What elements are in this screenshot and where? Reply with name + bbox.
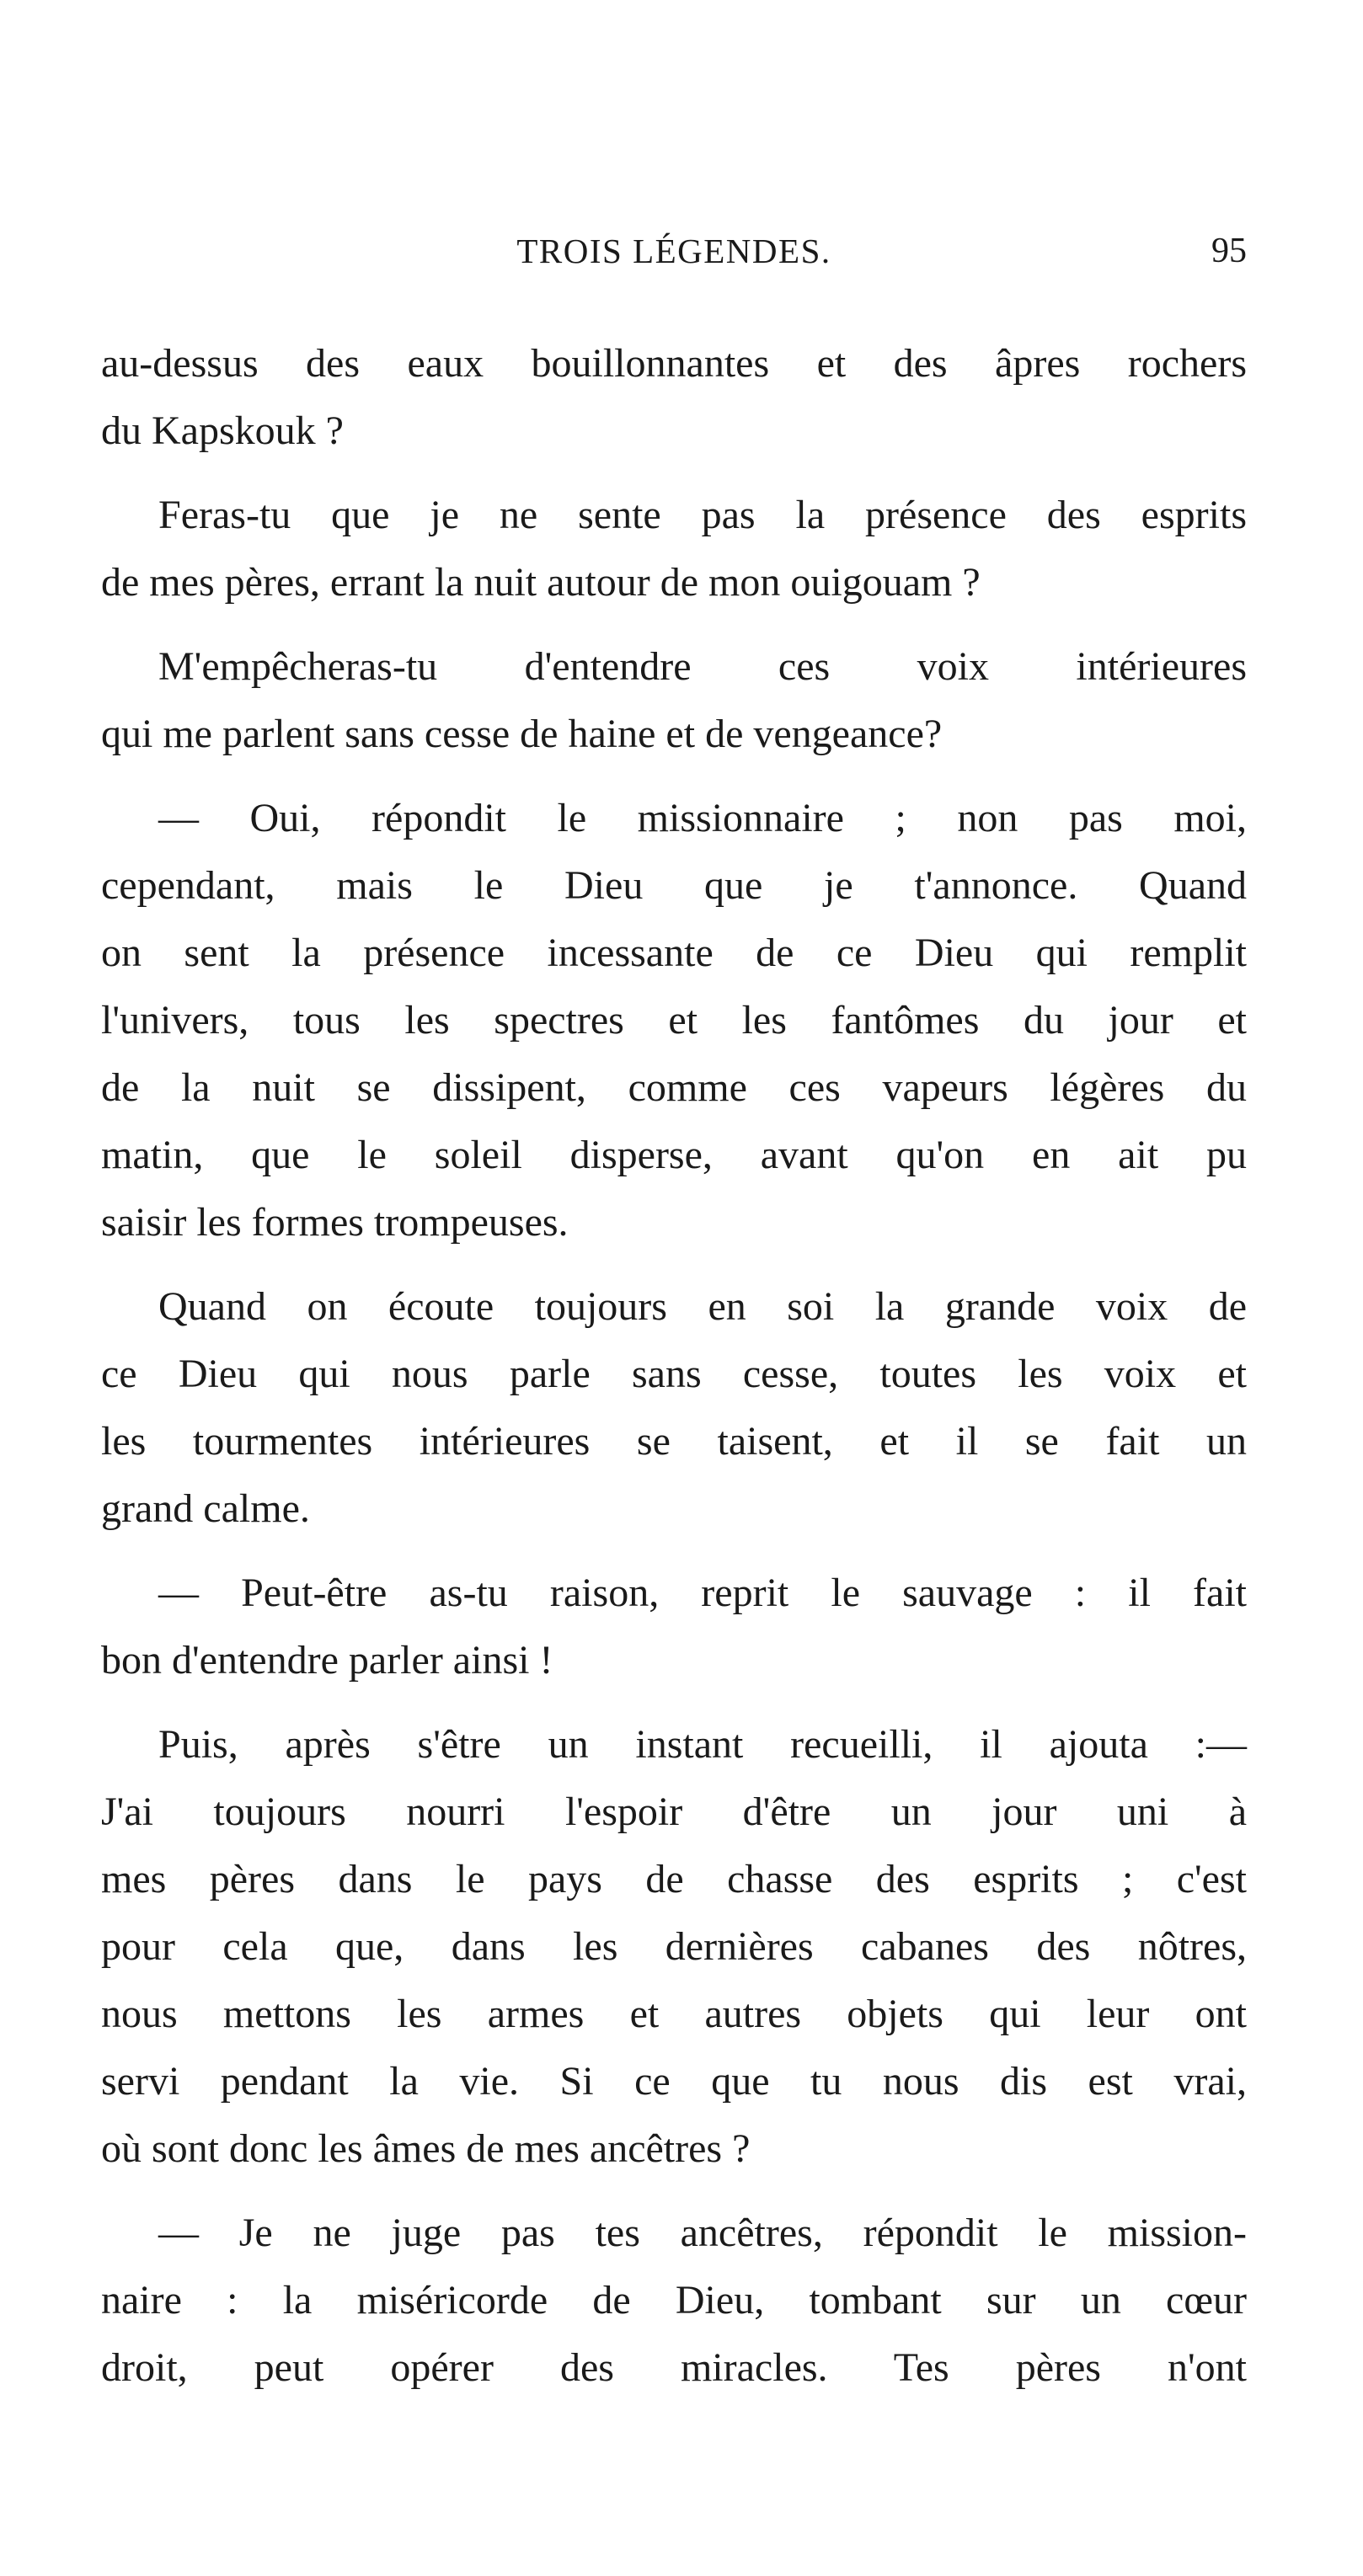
text-line: qui me parlent sans cesse de haine et de vengeance? [101,712,943,756]
text-line: les tourmentes intérieures se taisent, et il se fait un [101,1419,1247,1464]
page-number: 95 [1211,232,1247,270]
text-line: J'ai toujours nourri l'espoir d'être un jour uni à [101,1789,1247,1834]
text-line: Feras-tu que je ne sente pas la présence des esprits [158,493,1247,537]
text-line: grand calme. [101,1486,310,1531]
text-line: servi pendant la vie. Si ce que tu nous dis est vrai, [101,2059,1247,2104]
paragraph [101,1711,1247,2183]
text-line: Puis, après s'être un instant recueilli, il ajouta :— [158,1722,1247,1767]
text-line: saisir les formes trompeuses. [101,1200,569,1245]
body-text [101,330,1247,2419]
text-line: l'univers, tous les spectres et les fantômes du jour et [101,998,1247,1043]
text-line: naire : la miséricorde de Dieu, tombant sur un cœur [101,2278,1247,2323]
text-line: où sont donc les âmes de mes ancêtres ? [101,2126,751,2171]
text-line: cependant, mais le Dieu que je t'annonce. Quand [101,863,1247,908]
running-head [101,226,1247,276]
text-line: nous mettons les armes et autres objets qui leur ont [101,1992,1247,2036]
text-line: M'empêcheras-tu d'entendre ces voix intérieures [158,644,1247,689]
text-line: — Peut-être as-tu raison, reprit le sauvage : il fait [158,1571,1247,1615]
paragraph [101,633,1247,768]
text-line: de la nuit se dissipent, comme ces vapeurs légères du [101,1065,1247,1110]
text-line: — Oui, répondit le missionnaire ; non pas moi, [158,796,1247,840]
text-line: au-dessus des eaux bouillonnantes et des âpres rochers [101,341,1247,386]
text-line: droit, peut opérer des miracles. Tes pères n'ont [101,2345,1247,2390]
text-line: — Je ne juge pas tes ancêtres, répondit le mission- [158,2211,1247,2255]
text-line: bon d'entendre parler ainsi ! [101,1638,553,1683]
text-line: Quand on écoute toujours en soi la grande voix de [158,1284,1247,1329]
paragraph [101,1560,1247,1694]
text-line: du Kapskouk ? [101,408,344,453]
text-line: on sent la présence incessante de ce Dieu qui remplit [101,931,1247,975]
text-line: pour cela que, dans les dernières cabanes des nôtres, [101,1924,1247,1969]
paragraph [101,330,1247,465]
text-line: ce Dieu qui nous parle sans cesse, toutes les voix et [101,1352,1247,1396]
paragraph [101,785,1247,1256]
paragraph [101,482,1247,616]
paragraph [101,1273,1247,1543]
running-title: TROIS LÉGENDES. [516,232,831,270]
text-line: mes pères dans le pays de chasse des esprits ; c'est [101,1857,1247,1901]
paragraph [101,2200,1247,2402]
text-line: de mes pères, errant la nuit autour de mon ouigouam ? [101,560,981,605]
text-line: matin, que le soleil disperse, avant qu'on en ait pu [101,1133,1247,1177]
